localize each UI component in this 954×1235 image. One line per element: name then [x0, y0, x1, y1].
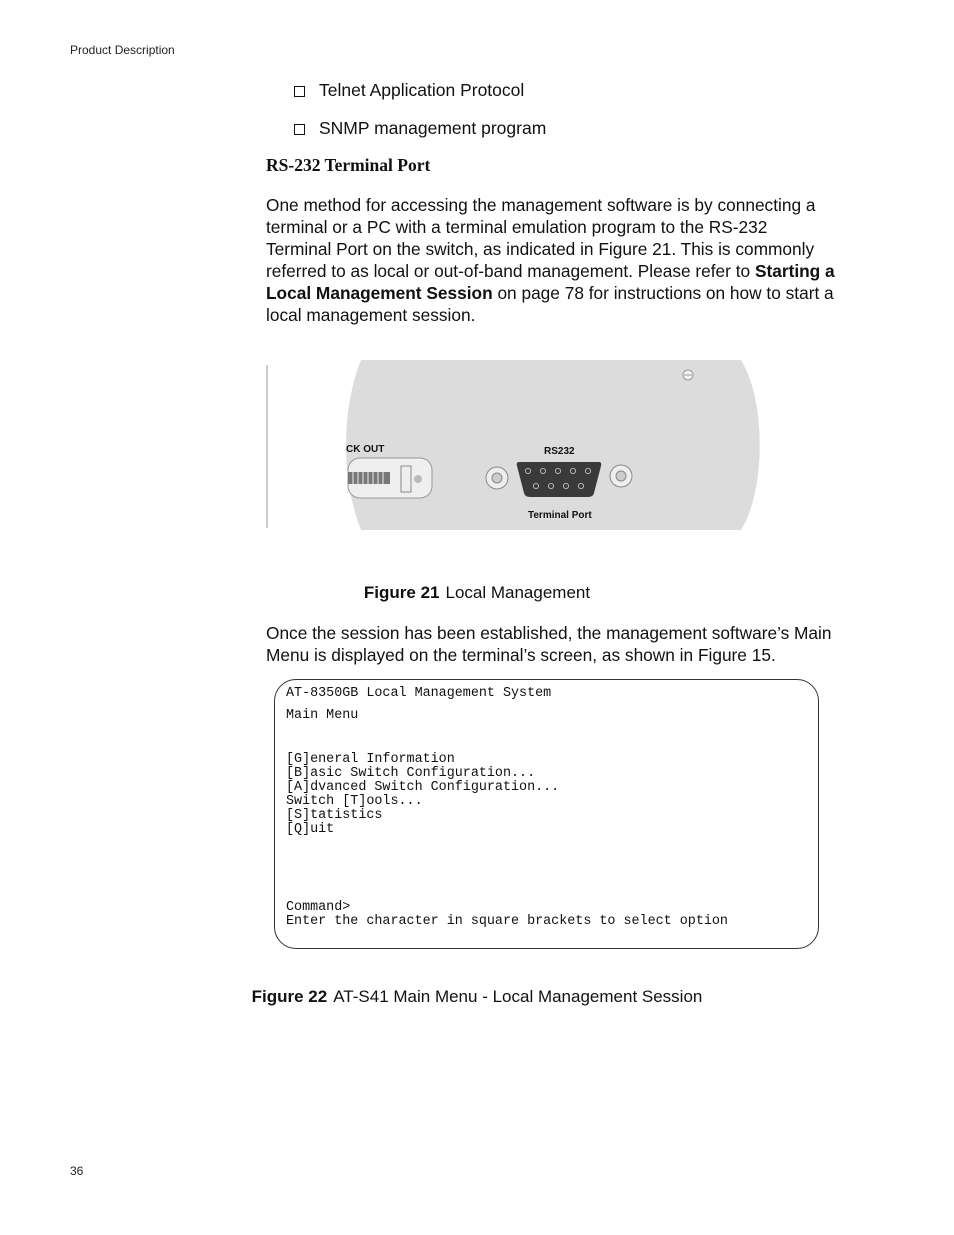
paragraph-intro — [266, 194, 836, 326]
caption-number: Figure 21 — [363, 583, 440, 602]
terminal-screen — [274, 679, 819, 949]
bullet-item — [294, 118, 546, 139]
figure-22-caption — [0, 987, 954, 1007]
checkbox-bullet-icon — [294, 86, 305, 97]
caption-text: Local Management — [445, 583, 591, 602]
running-header: Product Description — [70, 43, 175, 57]
switch-panel-illustration — [266, 360, 766, 532]
terminal-hint: Enter the character in square brackets to select option — [286, 914, 728, 929]
bullet-text: Telnet Application Protocol — [319, 80, 525, 100]
figure-local-management — [266, 360, 766, 532]
menu-item-tools: Switch [T]ools... — [286, 794, 423, 809]
terminal-menu-title: Main Menu — [286, 708, 359, 723]
terminal-title: AT-8350GB Local Management System — [286, 686, 552, 701]
menu-item-quit: [Q]uit — [286, 822, 335, 837]
caption-text: AT-S41 Main Menu - Local Management Session — [333, 987, 703, 1006]
page-number: 36 — [70, 1164, 84, 1178]
checkbox-bullet-icon — [294, 124, 305, 135]
menu-item-advanced: [A]dvanced Switch Configuration... — [286, 780, 560, 795]
paragraph-session: Once the session has been established, the management software’s Main Menu is displayed on the terminal’s screen, as shown in Figure 15. — [266, 623, 832, 665]
terminal-port-label: Terminal Port — [528, 510, 592, 521]
paragraph-text: One method for accessing the management software is by connecting a terminal or a PC with a terminal emulation program to the RS-232 Terminal Port on the switch, as indicated in Figure 21. This is commonly referred to as local or out-of-band management. Please refer to — [266, 195, 816, 281]
command-prompt: Command> — [286, 900, 351, 915]
section-title: RS-232 Terminal Port — [266, 155, 431, 175]
cross-reference-link[interactable]: Starting a Local Management Session — [266, 261, 835, 303]
figure-21-caption — [0, 583, 954, 603]
menu-item-basic: [B]asic Switch Configuration... — [286, 766, 536, 781]
menu-item-statistics: [S]tatistics — [286, 808, 383, 823]
bullet-text: SNMP management program — [319, 118, 547, 138]
bullet-item — [294, 80, 524, 101]
menu-item-general: [G]eneral Information — [286, 752, 455, 767]
rs232-label: RS232 — [544, 446, 575, 457]
clock-out-label: CK OUT — [346, 444, 385, 455]
paragraph-text: on page 78 for instructions on how to start a local management session. — [266, 283, 834, 325]
caption-number: Figure 22 — [251, 987, 328, 1006]
